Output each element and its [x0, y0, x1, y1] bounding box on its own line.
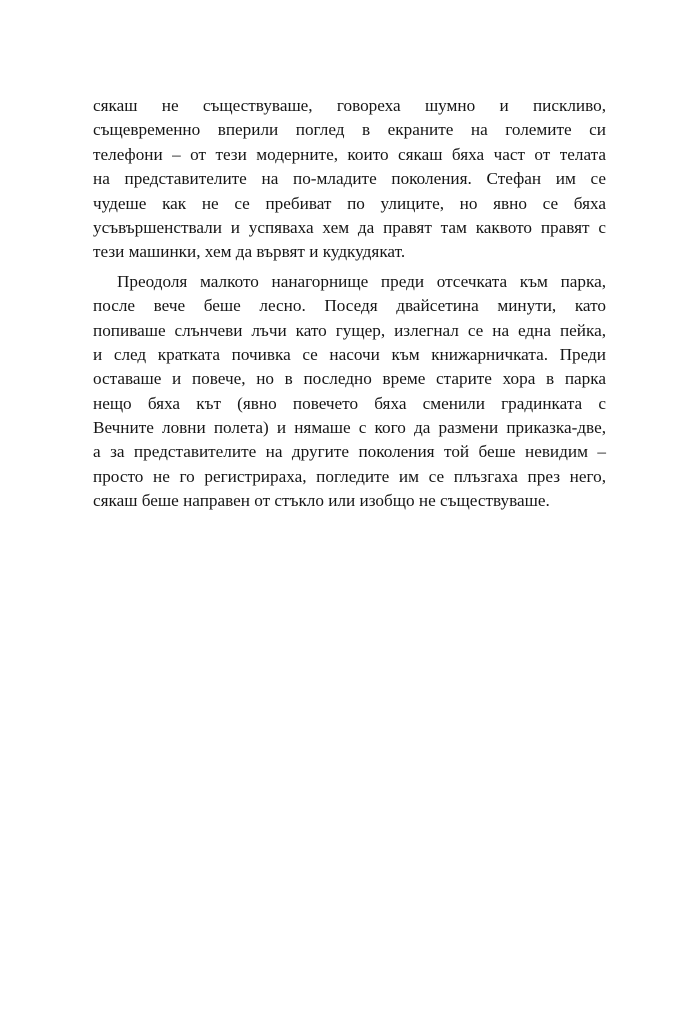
paragraph-1	[93, 94, 606, 265]
text-line: чудеше как не се пребиват по улиците, но явно се бяха	[93, 193, 606, 213]
text-line: Преодоля малкото нанагорнище преди отсечката към парка,	[117, 271, 606, 291]
text-line: нещо бяха кът (явно повечето бяха сменили градинката с	[93, 393, 606, 413]
text-line: попиваше слънчеви лъчи като гущер, излегнал се на една пейка,	[93, 320, 606, 340]
text-line: оставаше и повече, но в последно време старите хора в парка	[93, 369, 606, 389]
text-line: а за представителите на другите поколения той беше невидим –	[93, 442, 606, 462]
body-text	[93, 94, 606, 514]
text-line: Вечните ловни полета) и нямаше с кого да размени приказка-две,	[93, 418, 606, 438]
text-line: телефони – от тези модерните, които сякаш бяха част от телата	[93, 144, 606, 164]
text-line: сякаш беше направен от стъкло или изобщо не съществуваше.	[93, 491, 550, 511]
text-line: същевременно вперили поглед в екраните на големите си	[93, 120, 606, 140]
paragraph-2	[93, 270, 606, 514]
text-line: просто не го регистрираха, погледите им се плъзгаха през него,	[93, 466, 606, 486]
text-line: усъвършенствали и успяваха хем да правят там каквото правят с	[93, 217, 606, 237]
text-line: тези машинки, хем да вървят и кудкудякат.	[93, 242, 406, 262]
text-line: после вече беше лесно. Поседя двайсетина минути, като	[93, 296, 606, 316]
text-line: сякаш не съществуваше, говореха шумно и пискливо,	[93, 96, 606, 115]
text-line: на представителите на по-младите поколения. Стефан им се	[93, 169, 606, 189]
text-line: и след кратката почивка се насочи към книжарничката. Преди	[93, 344, 606, 364]
